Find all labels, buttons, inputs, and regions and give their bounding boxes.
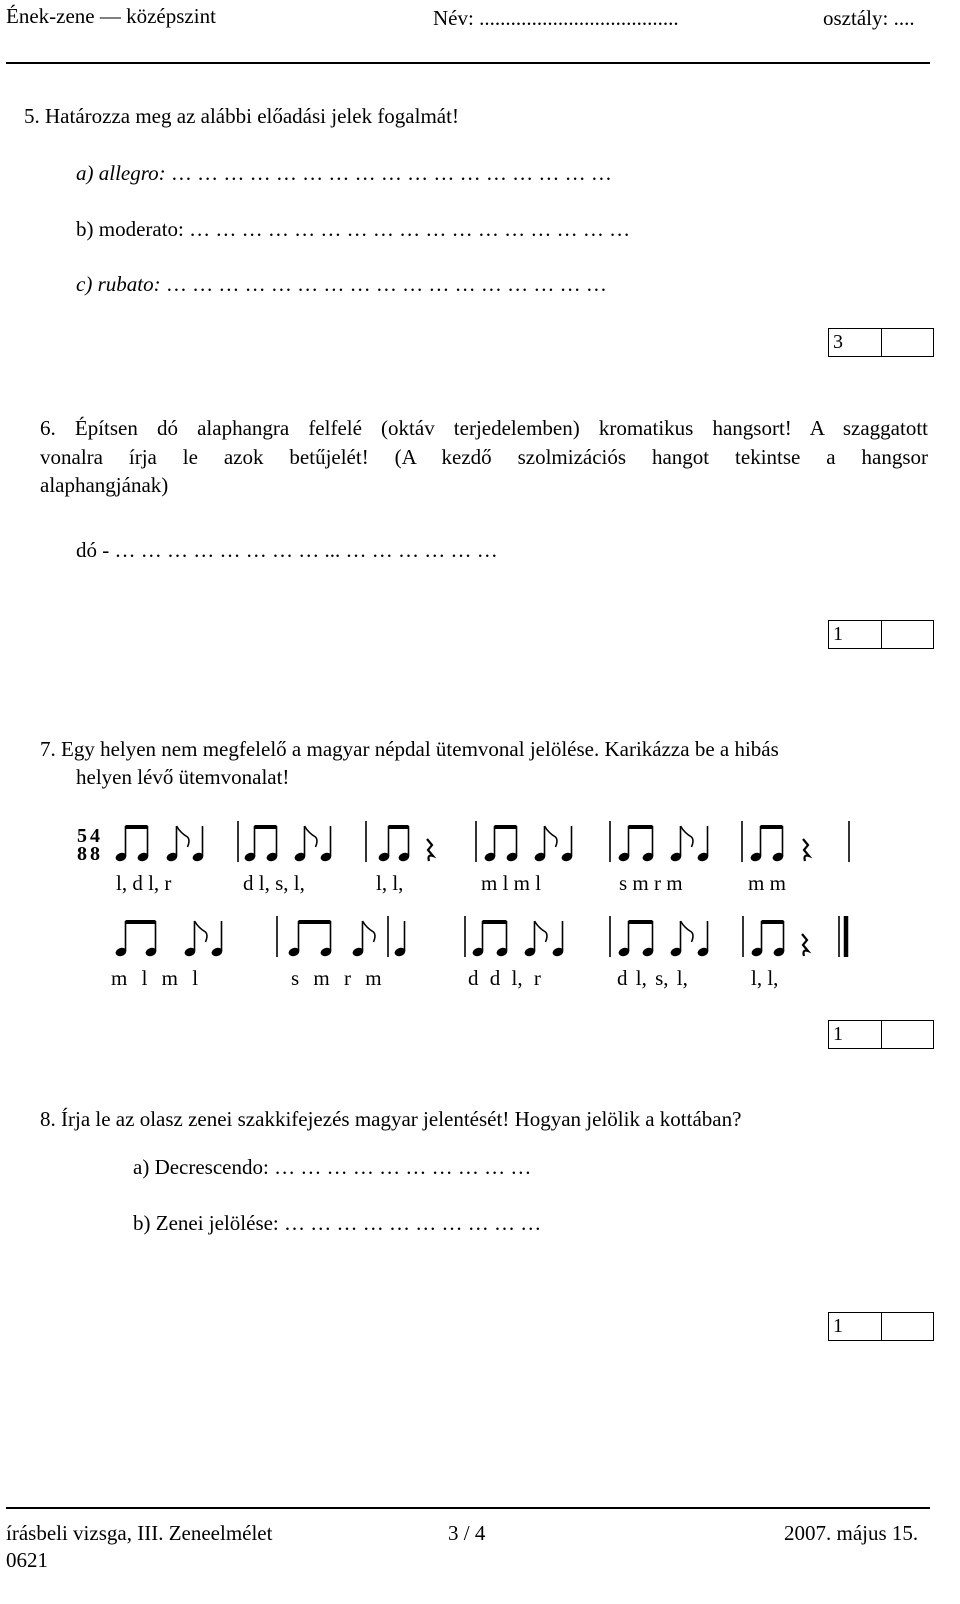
q8-item-b[interactable]: b) Zenei jelölése: … … … … … … … … … … xyxy=(133,1211,542,1235)
q5-item-a-label: a) allegro: xyxy=(76,161,166,185)
q6-line-1: 6. Építsen dó alaphangra felfelé (oktáv terjedelemben) kromatikus hangsort! A szaggatott xyxy=(40,416,928,440)
q5-score-entry[interactable] xyxy=(881,329,933,356)
note-flag xyxy=(195,921,208,942)
q5-item-b-label: b) moderato: xyxy=(76,217,184,241)
solfa-row2-m5: l, l, xyxy=(751,966,779,990)
note-flag xyxy=(681,921,694,942)
quarter-rest xyxy=(427,839,433,861)
note-flag xyxy=(305,826,318,847)
note-flag xyxy=(535,921,548,942)
q5-item-c-dots: … … … … … … … … … … … … … … … … … xyxy=(165,272,607,296)
note-flag xyxy=(363,921,376,942)
q6-answer-line[interactable]: dó - … … … … … … … … ... … … … … … … xyxy=(76,538,498,562)
footer-rule xyxy=(6,1507,930,1509)
header-rule xyxy=(6,62,930,64)
footer-right: 2007. május 15. xyxy=(784,1521,919,1545)
header-subject: Ének-zene — középszint xyxy=(6,4,216,28)
q5-score-value: 3 xyxy=(833,331,843,353)
solfa-row1-m1: l, d l, r xyxy=(116,871,172,895)
note-flag xyxy=(177,826,190,847)
footer-left: írásbeli vizsga, III. Zeneelmélet xyxy=(6,1521,273,1545)
q6-line-3: alaphangjának) xyxy=(40,473,169,497)
time-signature-bottom: 8 8 xyxy=(77,843,99,865)
solfa-row1-m2: d l, s, l, xyxy=(243,871,305,895)
quarter-rest xyxy=(803,839,809,861)
footer-code: 0621 xyxy=(6,1548,48,1572)
q6-line-2: vonalra írja le azok betűjelét! (A kezdő szolmizációs hangot tekintse a hangsor xyxy=(40,445,928,469)
q7-line-1: 7. Egy helyen nem megfelelő a magyar népdal ütemvonal jelölése. Karikázza be a hibás xyxy=(40,737,779,761)
solfa-row1-m3: l, l, xyxy=(376,871,404,895)
q5-prompt: 5. Határozza meg az alábbi előadási jelek fogalmát! xyxy=(24,104,459,128)
solfa-row1-m6: m m xyxy=(748,871,786,895)
solfa-row2-m2: s m r m xyxy=(291,966,382,990)
q8-score-box xyxy=(828,1312,934,1341)
header-name-field: Név: ...................................... xyxy=(433,6,679,30)
q7-score-value: 1 xyxy=(833,1023,843,1045)
footer-center: 3 / 4 xyxy=(448,1521,486,1545)
q5-item-a-dots: … … … … … … … … … … … … … … … … … xyxy=(170,161,612,185)
solfa-row1-m4: m l m l xyxy=(481,871,542,895)
q6-score-entry[interactable] xyxy=(881,621,933,648)
q5-item-c-label: c) rubato: xyxy=(76,272,161,296)
q7-score-box xyxy=(828,1020,934,1049)
q5-item-b xyxy=(76,217,630,242)
solfa-row2-m4: d l, s, l, xyxy=(617,966,688,990)
note-flag xyxy=(681,826,694,847)
q8-score-entry[interactable] xyxy=(881,1313,933,1340)
note-flag xyxy=(545,826,558,847)
header-class-field: osztály: .... xyxy=(823,6,915,30)
q8-score-value: 1 xyxy=(833,1315,843,1337)
time-signature-top: 5 4 xyxy=(77,825,99,847)
q7-line-2: helyen lévő ütemvonalat! xyxy=(76,765,290,789)
solfa-row2-m1: m l m l xyxy=(111,966,199,990)
q6-score-value: 1 xyxy=(833,623,843,645)
q5-item-c xyxy=(76,272,607,297)
q5-item-b-dots: … … … … … … … … … … … … … … … … … xyxy=(189,217,631,241)
q5-item-a xyxy=(76,161,612,186)
q7-score-entry[interactable] xyxy=(881,1021,933,1048)
solfa-row2-m3: d d l, r xyxy=(468,966,541,990)
q5-score-box xyxy=(828,328,934,357)
quarter-rest xyxy=(802,934,808,956)
q6-score-box xyxy=(828,620,934,649)
q8-item-a[interactable]: a) Decrescendo: … … … … … … … … … … xyxy=(133,1155,532,1179)
solfa-row1-m5: s m r m xyxy=(619,871,683,895)
q8-prompt: 8. Írja le az olasz zenei szakkifejezés magyar jelentését! Hogyan jelölik a kottában? xyxy=(40,1107,742,1131)
